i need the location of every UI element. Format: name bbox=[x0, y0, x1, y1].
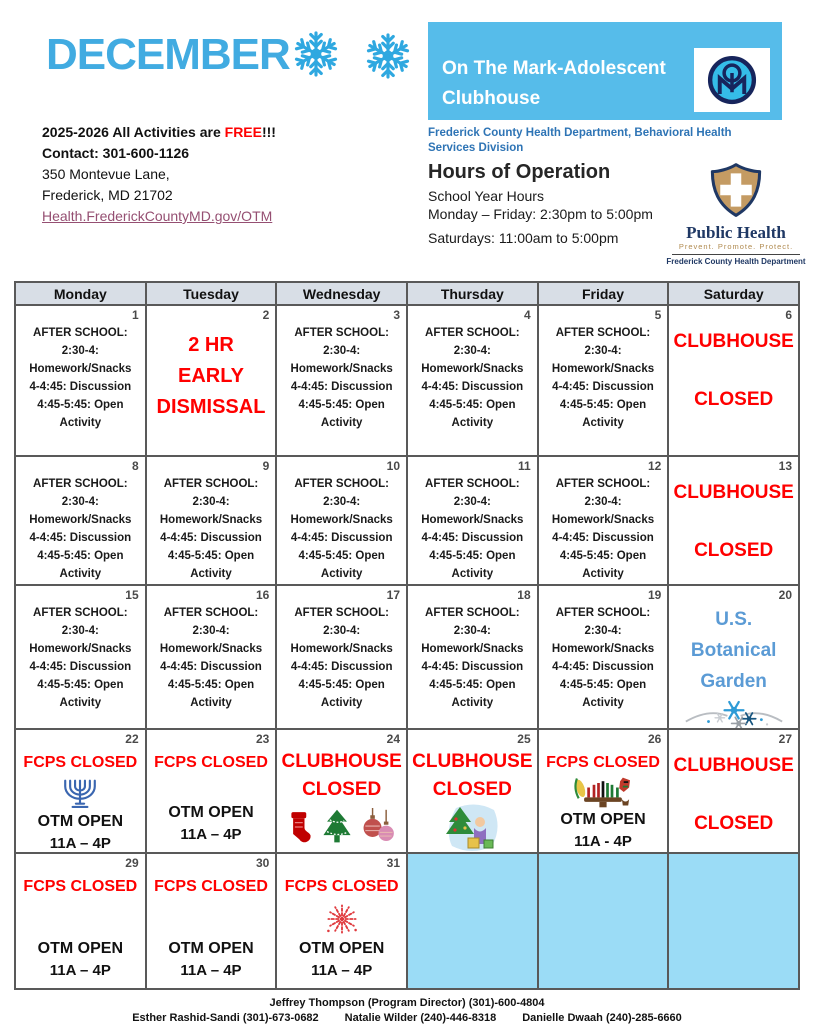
otm-hours-label: 11A - 4P bbox=[574, 833, 632, 850]
schedule-line: Activity bbox=[320, 697, 363, 709]
schedule-line: 2:30-4: bbox=[584, 345, 622, 357]
fcps-closed-label: FCPS CLOSED bbox=[154, 878, 268, 895]
otm-hours-label: 11A – 4P bbox=[49, 962, 111, 979]
snowflake-icon bbox=[364, 32, 412, 80]
closed-label: CLOSED bbox=[694, 389, 774, 410]
schedule-line: 2:30-4: bbox=[323, 345, 361, 357]
schedule-line: Activity bbox=[451, 697, 494, 709]
contact-phone: Contact: 301-600-1126 bbox=[42, 145, 190, 161]
calendar-cell-empty bbox=[538, 853, 669, 989]
schedule-line: AFTER SCHOOL: bbox=[294, 607, 389, 619]
schedule-line: Activity bbox=[582, 568, 624, 580]
schedule-line: Homework/Snacks bbox=[29, 363, 132, 375]
day-number: 17 bbox=[386, 588, 400, 602]
schedule-line: 2:30-4: bbox=[192, 496, 230, 508]
after-school-schedule bbox=[539, 475, 668, 583]
day-number: 29 bbox=[125, 856, 139, 870]
calendar-cell-day-19 bbox=[538, 585, 669, 729]
schedule-line: 4-4:45: Discussion bbox=[29, 532, 132, 544]
after-school-schedule bbox=[16, 604, 145, 712]
public-health-title: Public Health bbox=[686, 223, 786, 242]
otm-hours-label: 11A – 4P bbox=[311, 962, 373, 979]
calendar-cell-day-1 bbox=[15, 305, 146, 456]
calendar-cell-day-11 bbox=[407, 456, 538, 585]
notice-line: DISMISSAL bbox=[156, 396, 266, 418]
day-number: 16 bbox=[255, 588, 270, 602]
schedule-line: 2:30-4: bbox=[584, 625, 622, 637]
calendar-cell-day-20 bbox=[668, 585, 799, 729]
schedule-line: AFTER SCHOOL: bbox=[425, 607, 520, 619]
schedule-line: Activity bbox=[320, 568, 363, 580]
calendar-cell-day-3 bbox=[276, 305, 407, 456]
schedule-line: 4-4:45: Discussion bbox=[421, 381, 524, 393]
christmas-tree-icon bbox=[319, 808, 355, 846]
closed-label: CLOSED bbox=[302, 779, 382, 800]
closed-label: CLUBHOUSE bbox=[673, 331, 794, 352]
closed-label: CLUBHOUSE bbox=[673, 482, 794, 503]
otm-hours-label: 11A – 4P bbox=[180, 962, 242, 979]
after-school-schedule bbox=[277, 475, 406, 583]
schedule-line: Activity bbox=[582, 417, 624, 429]
schedule-line: Activity bbox=[59, 417, 102, 429]
schedule-line: AFTER SCHOOL: bbox=[555, 327, 651, 339]
day-number: 19 bbox=[647, 588, 662, 602]
closed-label: CLOSED bbox=[694, 540, 774, 561]
label-line: Garden bbox=[700, 671, 767, 692]
calendar-cell-day-15 bbox=[15, 585, 146, 729]
calendar-cell-day-2 bbox=[146, 305, 277, 456]
schedule-line: 4-4:45: Discussion bbox=[290, 661, 393, 673]
day-number: 12 bbox=[647, 459, 662, 473]
holiday-scene-icon bbox=[443, 802, 501, 853]
day-number: 25 bbox=[517, 732, 531, 746]
otm-open-label: OTM OPEN bbox=[37, 813, 123, 830]
website-link[interactable]: Health.FrederickCountyMD.gov/OTM bbox=[42, 208, 273, 224]
day-number: 18 bbox=[517, 588, 531, 602]
footer-contact: Natalie Wilder (240)-446-8318 bbox=[344, 1012, 497, 1024]
schedule-line: 4:45-5:45: Open bbox=[37, 679, 124, 691]
schedule-line: Homework/Snacks bbox=[551, 643, 655, 655]
calendar-cell-day-9 bbox=[146, 456, 277, 585]
schedule-line: Homework/Snacks bbox=[290, 514, 393, 526]
schedule-line: 4-4:45: Discussion bbox=[421, 661, 524, 673]
cell-icon-row bbox=[277, 898, 406, 939]
day-number: 11 bbox=[517, 459, 531, 473]
day-header-tuesday: Tuesday bbox=[146, 282, 277, 305]
calendar-cell-day-25 bbox=[407, 729, 538, 853]
schedule-line: AFTER SCHOOL: bbox=[163, 478, 259, 490]
schedule-line: AFTER SCHOOL: bbox=[163, 607, 259, 619]
after-school-schedule bbox=[408, 324, 537, 432]
early-dismissal-notice bbox=[147, 330, 276, 423]
fireworks-icon bbox=[323, 902, 361, 936]
botanical-garden-label bbox=[669, 604, 798, 697]
winter-ornament-icon bbox=[682, 697, 786, 729]
schedule-line: 4-4:45: Discussion bbox=[552, 532, 654, 544]
schedule-line: Homework/Snacks bbox=[29, 514, 132, 526]
otm-open-label: OTM OPEN bbox=[37, 940, 123, 957]
schedule-line: Homework/Snacks bbox=[421, 643, 524, 655]
closed-label: CLUBHOUSE bbox=[412, 751, 533, 772]
cell-icon-row bbox=[277, 802, 406, 852]
schedule-line: 4-4:45: Discussion bbox=[421, 532, 524, 544]
after-school-schedule bbox=[408, 604, 537, 712]
day-number: 2 bbox=[262, 308, 270, 322]
schedule-line: Activity bbox=[582, 697, 624, 709]
label-line: Botanical bbox=[690, 640, 777, 661]
schedule-line: 4:45-5:45: Open bbox=[559, 550, 647, 562]
schedule-line: AFTER SCHOOL: bbox=[555, 607, 651, 619]
closed-label: CLUBHOUSE bbox=[673, 755, 794, 776]
schedule-line: 4:45-5:45: Open bbox=[167, 679, 255, 691]
schedule-line: 2:30-4: bbox=[323, 625, 361, 637]
after-school-schedule bbox=[408, 475, 537, 583]
address-line-1: 350 Montevue Lane, bbox=[42, 166, 170, 182]
schedule-line: Activity bbox=[190, 697, 232, 709]
schedule-line: AFTER SCHOOL: bbox=[33, 607, 128, 619]
calendar-cell-day-6 bbox=[668, 305, 799, 456]
schedule-line: AFTER SCHOOL: bbox=[294, 478, 389, 490]
staff-contact-footer bbox=[0, 996, 814, 1026]
schedule-line: AFTER SCHOOL: bbox=[294, 327, 389, 339]
schedule-line: Activity bbox=[59, 697, 102, 709]
closed-label: CLUBHOUSE bbox=[281, 751, 402, 772]
schedule-line: 2:30-4: bbox=[323, 496, 361, 508]
schedule-line: 4:45-5:45: Open bbox=[167, 550, 255, 562]
fcps-closed-label: FCPS CLOSED bbox=[154, 754, 268, 771]
calendar-cell-empty bbox=[668, 853, 799, 989]
day-number: 1 bbox=[131, 308, 139, 322]
after-school-schedule bbox=[16, 475, 145, 583]
schedule-line: 4:45-5:45: Open bbox=[429, 550, 516, 562]
calendar-cell-day-12 bbox=[538, 456, 669, 585]
cell-icon-row bbox=[147, 898, 276, 939]
schedule-line: Homework/Snacks bbox=[159, 643, 263, 655]
after-school-schedule bbox=[147, 475, 276, 583]
after-school-schedule bbox=[539, 604, 668, 712]
day-number: 8 bbox=[131, 459, 139, 473]
after-school-schedule bbox=[277, 604, 406, 712]
day-header-monday: Monday bbox=[15, 282, 146, 305]
calendar-cell-day-22 bbox=[15, 729, 146, 853]
schedule-line: 4:45-5:45: Open bbox=[429, 399, 516, 411]
day-header-saturday: Saturday bbox=[668, 282, 799, 305]
day-number: 22 bbox=[125, 732, 139, 746]
calendar-cell-day-29 bbox=[15, 853, 146, 989]
schedule-line: Activity bbox=[59, 568, 102, 580]
day-number: 26 bbox=[647, 732, 662, 746]
public-health-logo bbox=[660, 161, 812, 266]
schedule-line: AFTER SCHOOL: bbox=[33, 478, 128, 490]
schedule-line: 4:45-5:45: Open bbox=[298, 679, 385, 691]
schedule-line: AFTER SCHOOL: bbox=[33, 327, 128, 339]
day-header-thursday: Thursday bbox=[407, 282, 538, 305]
schedule-line: 4:45-5:45: Open bbox=[298, 550, 385, 562]
after-school-schedule bbox=[539, 324, 668, 432]
program-title: On The Mark-Adolescent Clubhouse bbox=[442, 58, 666, 109]
saturday-hours: Saturdays: 11:00am to 5:00pm bbox=[428, 230, 619, 246]
schedule-line: Activity bbox=[451, 568, 494, 580]
calendar-cell-day-16 bbox=[146, 585, 277, 729]
divider bbox=[672, 254, 800, 255]
cell-icon-row bbox=[408, 802, 537, 853]
day-number: 6 bbox=[785, 308, 792, 322]
address-line-2: Frederick, MD 21702 bbox=[42, 187, 173, 203]
free-highlight: FREE bbox=[224, 124, 262, 140]
schedule-line: 4-4:45: Discussion bbox=[160, 532, 262, 544]
schedule-line: 4-4:45: Discussion bbox=[29, 381, 132, 393]
otm-hours-label: 11A – 4P bbox=[180, 826, 242, 843]
schedule-line: Homework/Snacks bbox=[29, 643, 132, 655]
kwanzaa-icon bbox=[572, 774, 634, 810]
schedule-line: Homework/Snacks bbox=[159, 514, 263, 526]
calendar-cell-day-27 bbox=[668, 729, 799, 853]
schedule-line: 4-4:45: Discussion bbox=[290, 381, 393, 393]
fcps-closed-label: FCPS CLOSED bbox=[23, 754, 138, 771]
december-calendar-grid bbox=[14, 281, 800, 990]
footer-director-line: Jeffrey Thompson (Program Director) (301)-600-4804 bbox=[269, 997, 545, 1009]
ornaments-icon bbox=[359, 808, 397, 846]
schedule-line: 2:30-4: bbox=[584, 496, 622, 508]
calendar-cell-empty bbox=[407, 853, 538, 989]
calendar-cell-day-5 bbox=[538, 305, 669, 456]
day-number: 5 bbox=[654, 308, 662, 322]
day-number: 31 bbox=[386, 856, 400, 870]
cell-icon-row bbox=[16, 774, 145, 812]
schedule-line: 4:45-5:45: Open bbox=[37, 550, 124, 562]
fcps-closed-label: FCPS CLOSED bbox=[23, 878, 138, 895]
stocking-icon bbox=[287, 810, 315, 844]
schedule-line: 4:45-5:45: Open bbox=[298, 399, 385, 411]
after-school-schedule bbox=[277, 324, 406, 432]
schedule-line: 4:45-5:45: Open bbox=[429, 679, 516, 691]
footer-contact: Danielle Dwaah (240)-285-6660 bbox=[522, 1012, 682, 1024]
public-health-tagline: Prevent. Promote. Protect. bbox=[678, 242, 794, 251]
schedule-line: 2:30-4: bbox=[453, 496, 491, 508]
otm-hours-label: 11A – 4P bbox=[49, 835, 111, 852]
calendar-cell-day-10 bbox=[276, 456, 407, 585]
hours-of-operation-title: Hours of Operation bbox=[428, 161, 611, 183]
schedule-line: Homework/Snacks bbox=[290, 643, 393, 655]
schedule-line: Homework/Snacks bbox=[421, 514, 524, 526]
calendar-cell-day-31 bbox=[276, 853, 407, 989]
schedule-line: 2:30-4: bbox=[453, 625, 491, 637]
schedule-line: 4-4:45: Discussion bbox=[160, 661, 262, 673]
schedule-line: Homework/Snacks bbox=[290, 363, 393, 375]
schedule-line: 2:30-4: bbox=[453, 345, 491, 357]
schedule-line: 4-4:45: Discussion bbox=[552, 661, 654, 673]
calendar-cell-day-18 bbox=[407, 585, 538, 729]
schedule-line: 4-4:45: Discussion bbox=[552, 381, 654, 393]
notice-line: 2 HR bbox=[188, 334, 234, 356]
schedule-line: 4:45-5:45: Open bbox=[37, 399, 124, 411]
otm-open-label: OTM OPEN bbox=[560, 811, 646, 828]
otm-open-label: OTM OPEN bbox=[168, 804, 254, 821]
snowflake-icon bbox=[292, 30, 340, 78]
schedule-line: Activity bbox=[451, 417, 494, 429]
footer-staff-line bbox=[0, 1011, 814, 1026]
closed-label: CLOSED bbox=[432, 779, 512, 800]
schedule-line: 4-4:45: Discussion bbox=[290, 532, 393, 544]
otm-logo bbox=[694, 48, 770, 112]
schedule-line: AFTER SCHOOL: bbox=[425, 327, 520, 339]
cell-icon-row bbox=[669, 697, 798, 729]
calendar-cell-day-23 bbox=[146, 729, 277, 853]
schedule-line: Activity bbox=[320, 417, 363, 429]
day-header-friday: Friday bbox=[538, 282, 669, 305]
schedule-line: 4:45-5:45: Open bbox=[559, 399, 647, 411]
day-number: 20 bbox=[778, 588, 792, 602]
day-number: 24 bbox=[386, 732, 400, 746]
school-year-hours-label: School Year Hours bbox=[428, 188, 544, 204]
day-header-wednesday: Wednesday bbox=[276, 282, 407, 305]
fcps-closed-label: FCPS CLOSED bbox=[546, 754, 660, 771]
day-number: 3 bbox=[393, 308, 400, 322]
calendar-cell-day-8 bbox=[15, 456, 146, 585]
cell-icon-row bbox=[147, 774, 276, 803]
schedule-line: Homework/Snacks bbox=[551, 514, 655, 526]
contact-info-block bbox=[42, 122, 276, 227]
cell-icon-row bbox=[539, 774, 668, 810]
fcps-closed-label: FCPS CLOSED bbox=[284, 878, 399, 895]
program-banner bbox=[428, 22, 782, 120]
schedule-line: Homework/Snacks bbox=[421, 363, 524, 375]
day-number: 13 bbox=[778, 459, 792, 473]
after-school-schedule bbox=[147, 604, 276, 712]
otm-open-label: OTM OPEN bbox=[168, 940, 254, 957]
public-health-org: Frederick County Health Department bbox=[666, 257, 806, 266]
otm-open-label: OTM OPEN bbox=[298, 940, 385, 957]
calendar-cell-day-17 bbox=[276, 585, 407, 729]
day-number: 10 bbox=[386, 459, 400, 473]
day-number: 30 bbox=[255, 856, 270, 870]
day-number: 27 bbox=[778, 732, 792, 746]
menorah-icon bbox=[57, 774, 103, 812]
closed-label: CLOSED bbox=[694, 813, 774, 834]
cell-icon-row bbox=[16, 898, 145, 939]
schedule-line: 2:30-4: bbox=[61, 345, 99, 357]
public-health-shield-icon bbox=[708, 161, 764, 219]
weekday-hours: Monday – Friday: 2:30pm to 5:00pm bbox=[428, 206, 653, 222]
calendar-cell-day-30 bbox=[146, 853, 277, 989]
day-number: 15 bbox=[125, 588, 139, 602]
calendar-cell-day-26 bbox=[538, 729, 669, 853]
activities-free-line: 2025-2026 All Activities are FREE!!! bbox=[42, 124, 276, 140]
schedule-line: 2:30-4: bbox=[61, 625, 99, 637]
after-school-schedule bbox=[16, 324, 145, 432]
schedule-line: Homework/Snacks bbox=[551, 363, 655, 375]
day-number: 4 bbox=[523, 308, 531, 322]
schedule-line: AFTER SCHOOL: bbox=[425, 478, 520, 490]
day-number: 23 bbox=[255, 732, 270, 746]
day-number: 9 bbox=[262, 459, 270, 473]
month-title: DECEMBER bbox=[46, 30, 290, 79]
calendar-cell-day-13 bbox=[668, 456, 799, 585]
label-line: U.S. bbox=[715, 609, 753, 630]
calendar-cell-day-4 bbox=[407, 305, 538, 456]
notice-line: EARLY bbox=[178, 365, 244, 387]
schedule-line: 2:30-4: bbox=[192, 625, 230, 637]
department-line: Frederick County Health Department, Behavioral Health Services Division bbox=[428, 127, 732, 154]
schedule-line: Activity bbox=[190, 568, 232, 580]
footer-contact: Esther Rashid-Sandi (301)-673-0682 bbox=[132, 1012, 319, 1024]
schedule-line: 4:45-5:45: Open bbox=[559, 679, 647, 691]
schedule-line: 4-4:45: Discussion bbox=[29, 661, 132, 673]
calendar-cell-day-24 bbox=[276, 729, 407, 853]
schedule-line: 2:30-4: bbox=[61, 496, 99, 508]
schedule-line: AFTER SCHOOL: bbox=[555, 478, 651, 490]
